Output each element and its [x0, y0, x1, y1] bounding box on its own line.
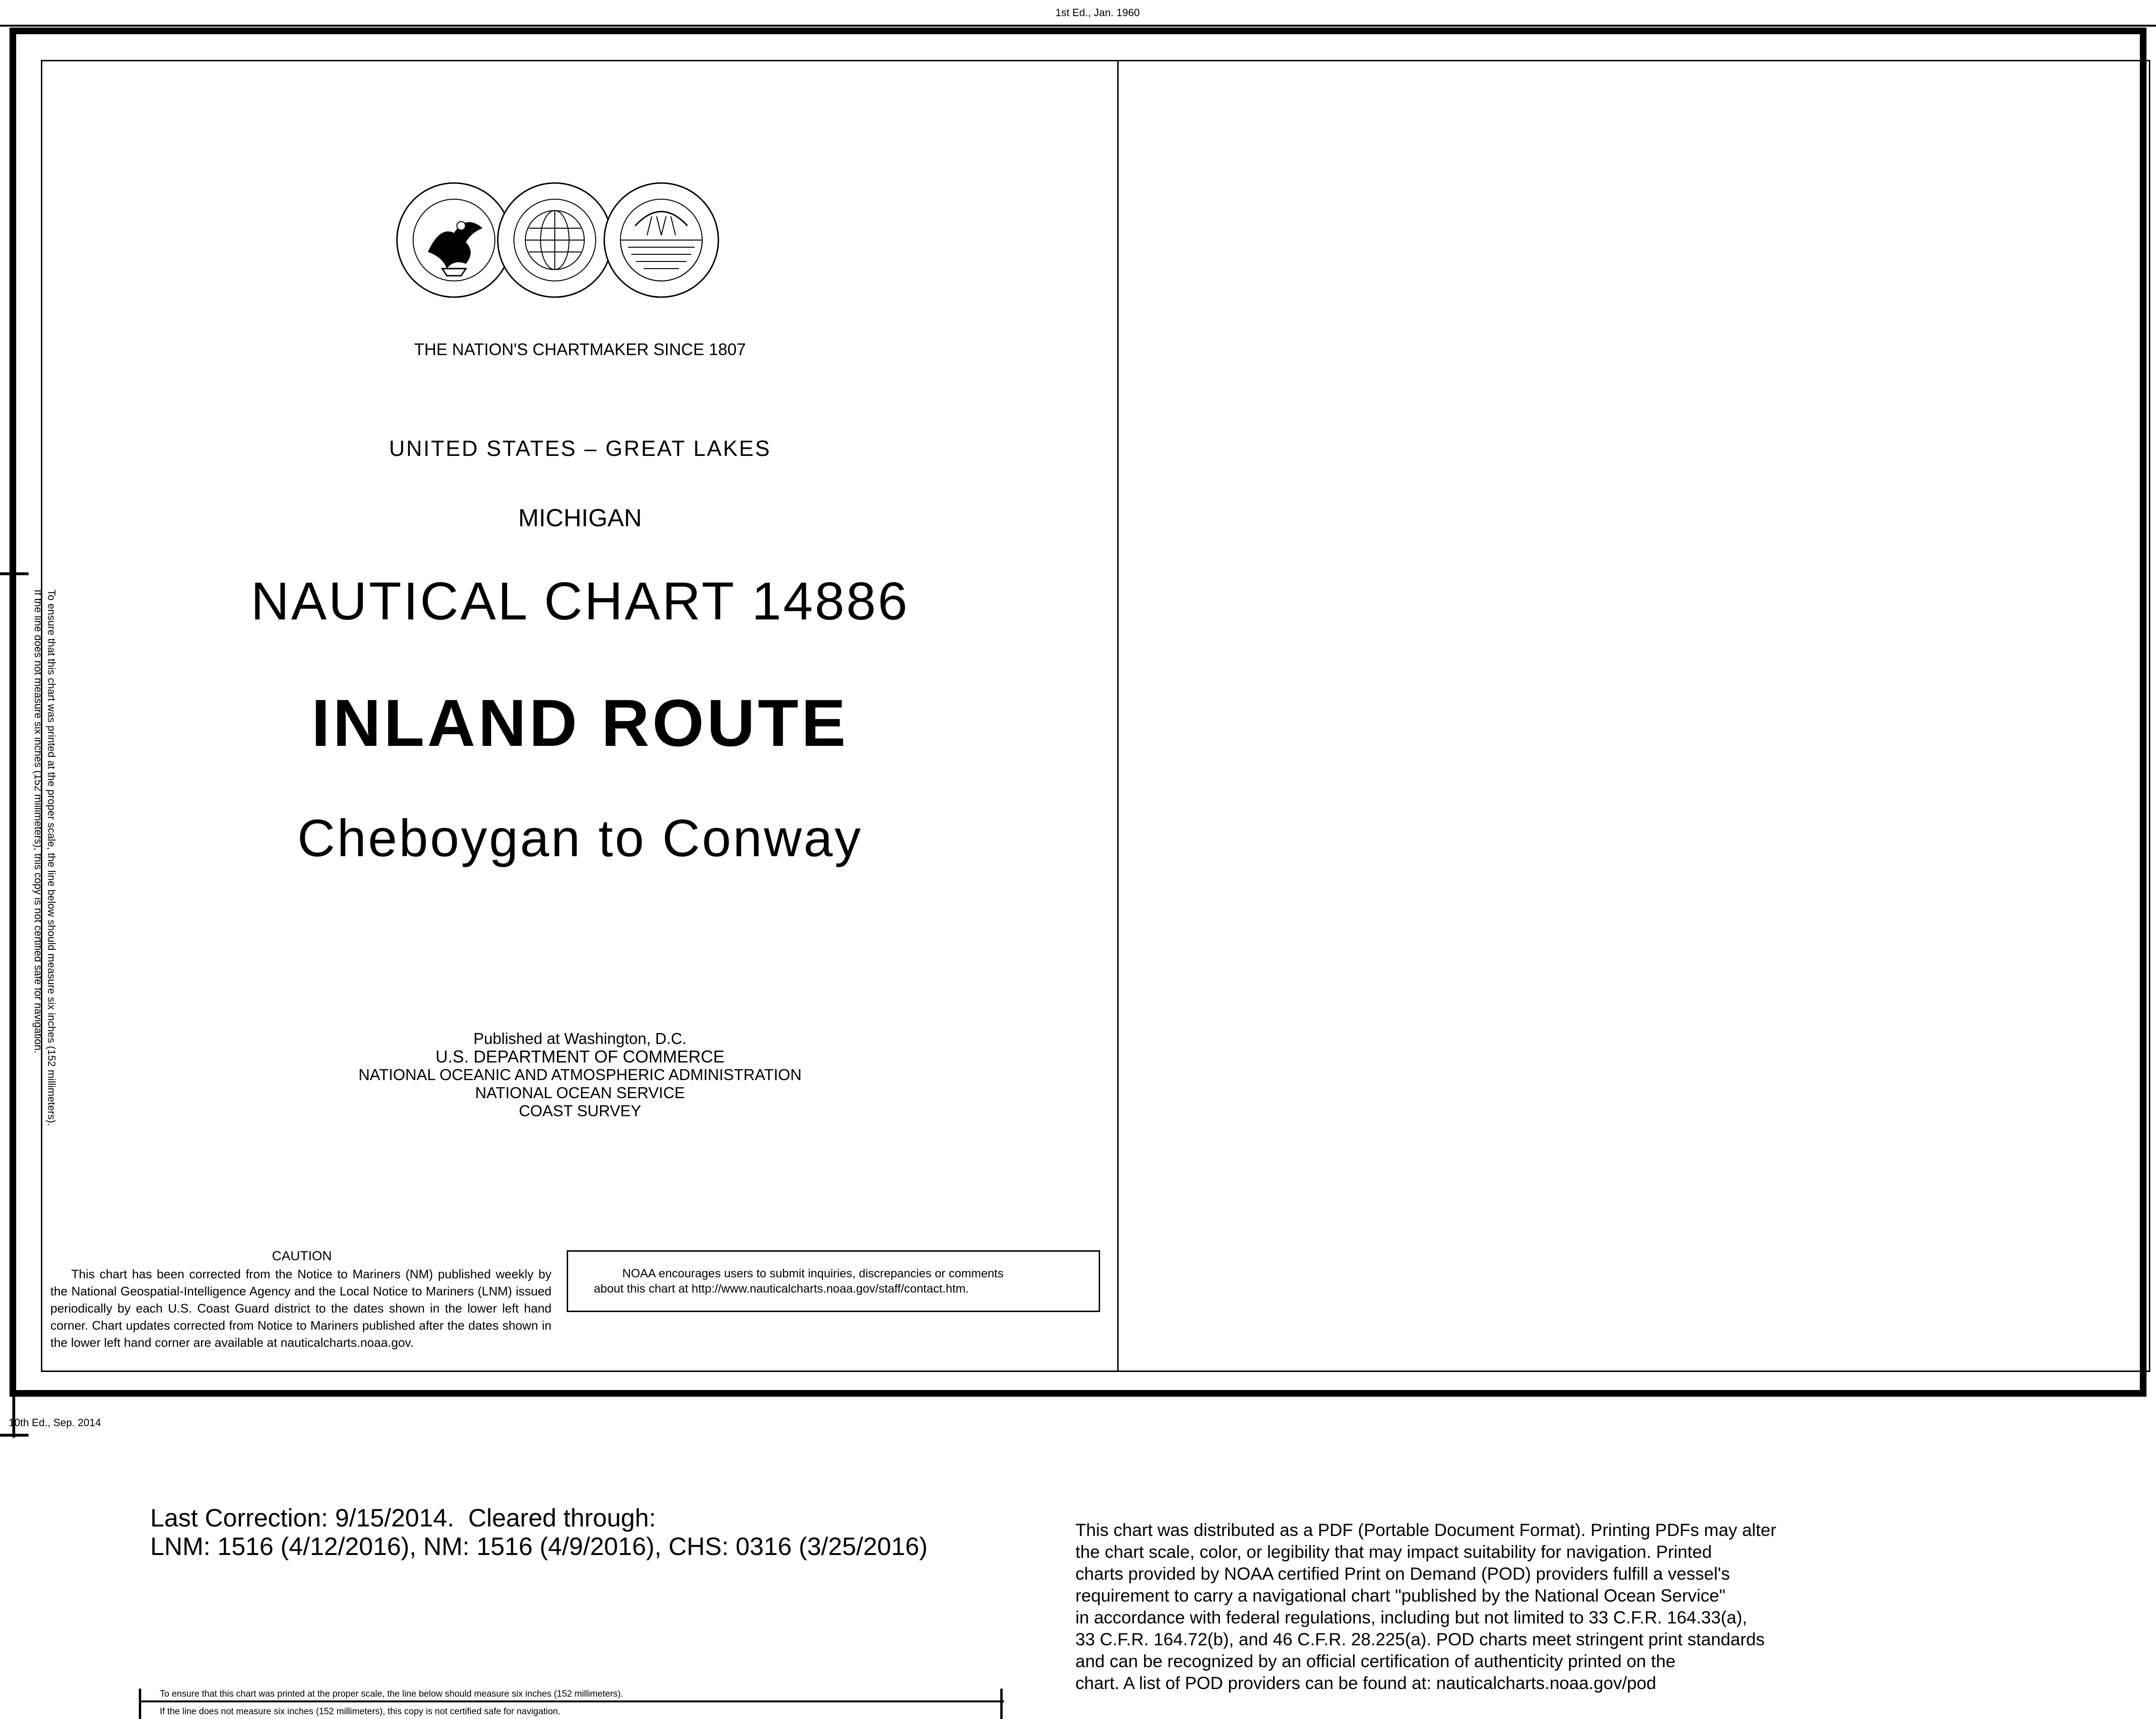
bottom-scale-notice-line-1: To ensure that this chart was printed at the proper scale, the line below should measure six inches (152 millimeters). — [160, 1689, 623, 1699]
publisher-block — [285, 1030, 875, 1120]
bottom-scale-tick-left — [139, 1689, 141, 1719]
last-correction-line-2: LNM: 1516 (4/12/2016), NM: 1516 (4/9/2016), CHS: 0316 (3/25/2016) — [150, 1533, 928, 1561]
pdf-notice-line: the chart scale, color, or legibility that may impact suitability for navigation. Printed — [1075, 1542, 1712, 1562]
pdf-notice-line: requirement to carry a navigational chart "published by the National Ocean Service" — [1075, 1586, 1726, 1605]
publisher-line-3: NATIONAL OCEANIC AND ATMOSPHERIC ADMINISTRATION — [358, 1066, 802, 1083]
bottom-scale-line — [139, 1700, 1004, 1702]
bottom-scale-notice-line-2: If the line does not measure six inches (152 millimeters), this copy is not certified safe for navigation. — [160, 1707, 561, 1717]
bottom-edition-label: 10th Ed., Sep. 2014 — [9, 1417, 101, 1429]
center-divider — [1117, 60, 1119, 1372]
pdf-notice-line: and can be recognized by an official certification of authenticity printed on the — [1075, 1651, 1676, 1671]
left-scale-notice — [29, 589, 58, 1179]
pdf-notice-line: charts provided by NOAA certified Print on Demand (POD) providers fulfill a vessel's — [1075, 1564, 1730, 1584]
contact-line-2: about this chart at http://www.nauticalcharts.noaa.gov/staff/contact.htm. — [594, 1282, 969, 1295]
coast-and-geodetic-seal-icon — [495, 181, 614, 299]
contact-line-1: NOAA encourages users to submit inquiries, discrepancies or comments — [622, 1267, 1004, 1280]
logo-caption: THE NATION'S CHARTMAKER SINCE 1807 — [414, 340, 746, 359]
left-scale-line — [12, 573, 15, 1438]
pdf-notice-line: This chart was distributed as a PDF (Portable Document Format). Printing PDFs may alter — [1075, 1520, 1777, 1540]
left-scale-notice-line-2: If the line does not measure six inches (152 millimeters), this copy is not certified safe for navigation. — [32, 589, 44, 1053]
pdf-notice-line: 33 C.F.R. 164.72(b), and 46 C.F.R. 28.225(a). POD charts meet stringent print standards — [1075, 1630, 1765, 1649]
chart-number-title: NAUTICAL CHART 14886 — [251, 571, 909, 631]
state-title: MICHIGAN — [518, 504, 642, 532]
caution-text: This chart has been corrected from the Notice to Mariners (NM) published weekly by the National Geospatial-Intelligence Agency and the Local Notice to Mariners (LNM) issued periodically by each U.S. Coast Guard district to the dates shown in the lower left hand corner. Chart updates corrected from Notice to Mariners published after the dates shown in the lower left hand corner are available at nauticalcharts.noaa.gov. — [50, 1267, 551, 1350]
noaa-seal-icon — [602, 181, 721, 299]
bottom-scale-tick-right — [1000, 1689, 1003, 1719]
chart-subtitle: Cheboygan to Conway — [297, 809, 863, 868]
region-title: UNITED STATES – GREAT LAKES — [389, 436, 771, 461]
caution-heading: CAUTION — [272, 1248, 332, 1263]
top-edition-label: 1st Ed., Jan. 1960 — [1055, 7, 1140, 19]
left-scale-notice-line-1: To ensure that this chart was printed at the proper scale, the line below should measure six inches (152 millimeters). — [46, 589, 58, 1126]
top-rule — [0, 25, 2156, 27]
pdf-notice — [1075, 1519, 1836, 1694]
pdf-notice-line: in accordance with federal regulations, including but not limited to 33 C.F.R. 164.33(a), — [1075, 1608, 1747, 1627]
publisher-line-5: COAST SURVEY — [519, 1102, 641, 1120]
publisher-line-2: U.S. DEPARTMENT OF COMMERCE — [435, 1047, 725, 1066]
contact-box — [567, 1250, 1100, 1312]
chart-title: INLAND ROUTE — [311, 686, 849, 760]
left-scale-tick-bottom — [0, 1434, 29, 1437]
last-correction-block — [150, 1504, 928, 1561]
last-correction-line-1: Last Correction: 9/15/2014. Cleared through: — [150, 1504, 656, 1532]
publisher-line-4: NATIONAL OCEAN SERVICE — [475, 1084, 685, 1101]
pdf-notice-line: chart. A list of POD providers can be found at: nauticalcharts.noaa.gov/pod — [1075, 1673, 1656, 1693]
publisher-line-1: Published at Washington, D.C. — [473, 1030, 687, 1047]
